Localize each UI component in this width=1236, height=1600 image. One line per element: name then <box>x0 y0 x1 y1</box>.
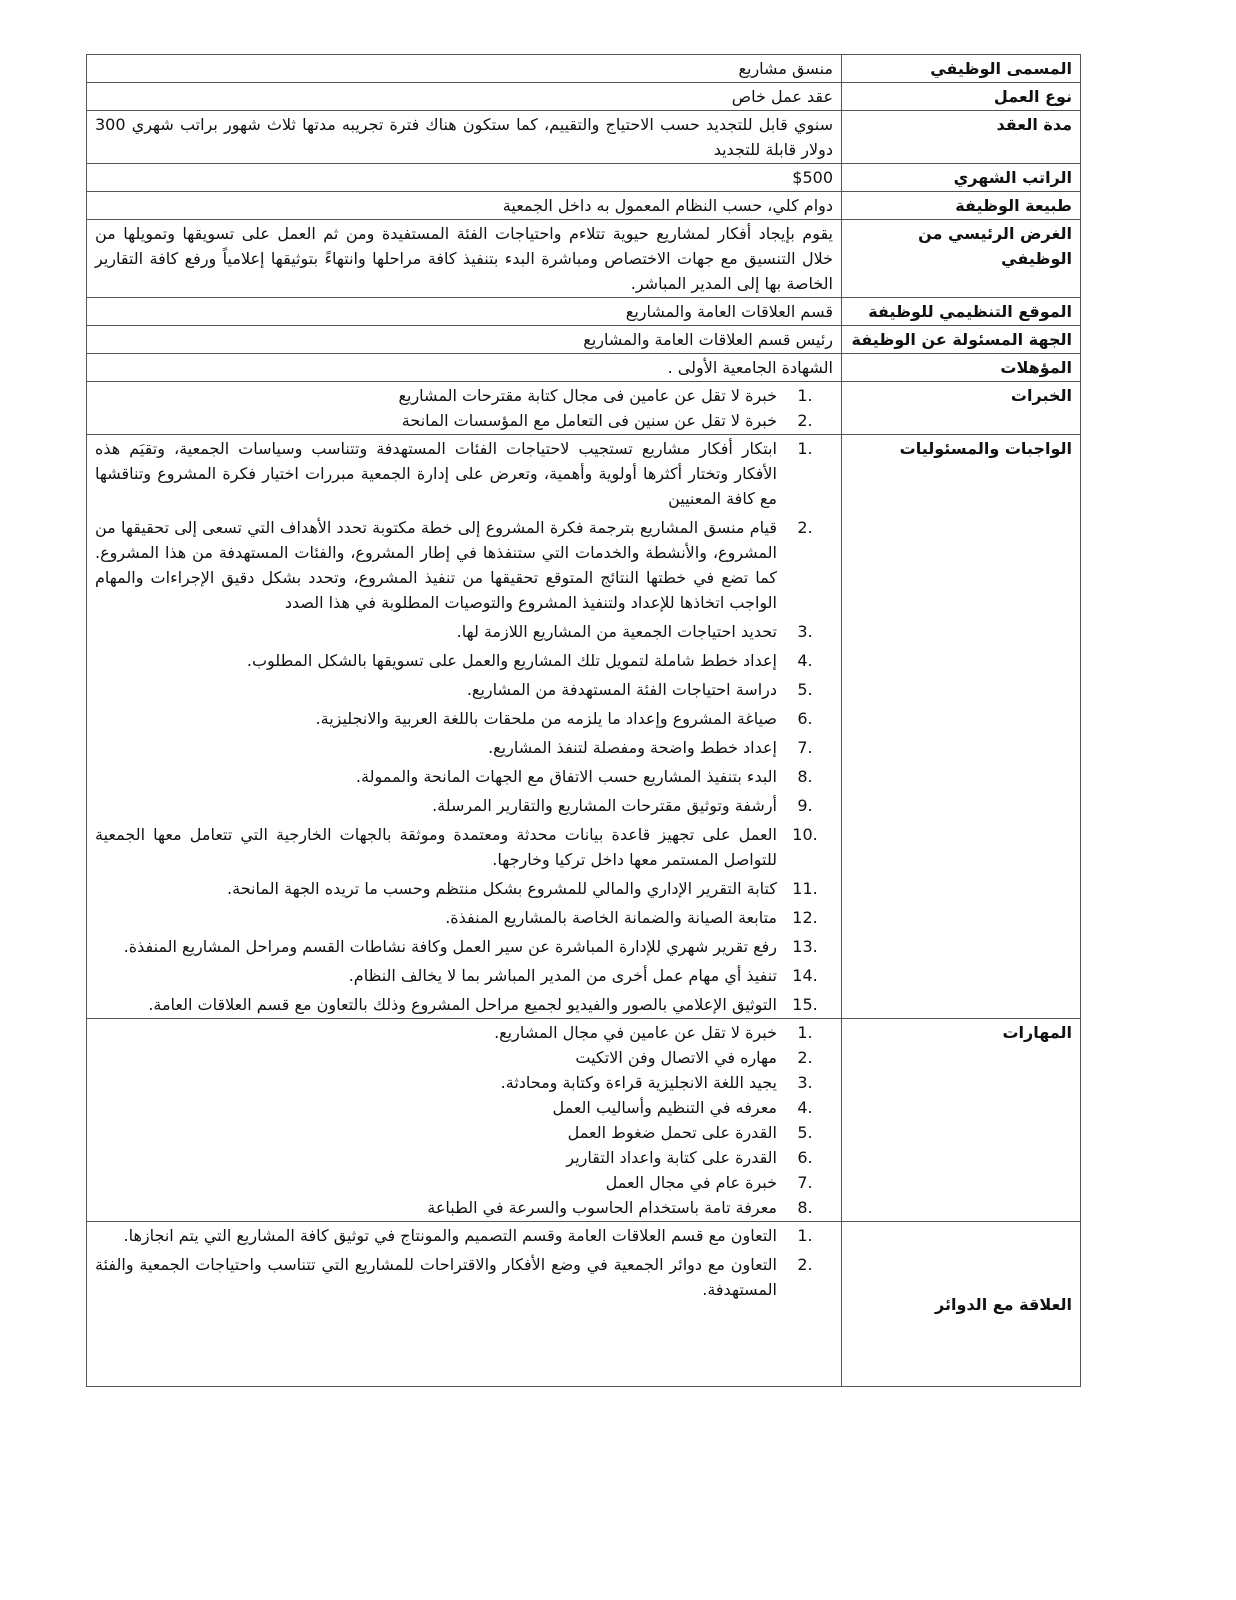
list-item <box>95 934 833 959</box>
list-item <box>95 408 833 433</box>
item-number: 5. <box>797 680 813 699</box>
row-experience <box>87 382 1081 435</box>
list-item <box>95 436 833 511</box>
item-number: 2. <box>797 411 813 430</box>
item-number: 1. <box>797 1226 813 1245</box>
experience-list <box>95 383 833 433</box>
item-text: دراسة احتياجات الفئة المستهدفة من المشاريع. <box>466 680 777 699</box>
list-item <box>95 992 833 1017</box>
salary-label: الراتب الشهري <box>842 164 1081 192</box>
item-text: ابتكار أفكار مشاريع تستجيب لاحتياجات الفئات المستهدفة وتتناسب وسياسات الجمعية، وتقيَم هذه الأفكار وتختار أكثرها أولوية وأهمية، وتعرض على إدارة الجمعية مبررات اختيار فكرة المشروع وتناقشها مع كافة المعنيين <box>95 439 777 508</box>
row-salary <box>87 164 1081 192</box>
item-number: 9. <box>797 796 813 815</box>
list-item <box>95 905 833 930</box>
item-number: 15. <box>792 995 818 1014</box>
duties-list-cell <box>87 435 842 1019</box>
item-text: كتابة التقرير الإداري والمالي للمشروع بشكل منتظم وحسب ما تريده الجهة المانحة. <box>227 879 777 898</box>
row-job-nature <box>87 192 1081 220</box>
relations-label: العلاقة مع الدوائر <box>842 1222 1081 1387</box>
work-type-label: نوع العمل <box>842 83 1081 111</box>
item-number: 8. <box>797 767 813 786</box>
item-text: التعاون مع دوائر الجمعية في وضع الأفكار والاقتراحات للمشاريع التي تتناسب واحتياجات الجمعية والفئة المستهدفة. <box>95 1255 777 1299</box>
skills-label: المهارات <box>842 1019 1081 1222</box>
item-number: 8. <box>797 1198 813 1217</box>
item-text: متابعة الصيانة والضمانة الخاصة بالمشاريع المنفذة. <box>445 908 777 927</box>
item-number: 3. <box>797 622 813 641</box>
list-item <box>95 876 833 901</box>
item-text: مهاره في الاتصال وفن الاتكيت <box>575 1048 777 1067</box>
item-number: 1. <box>797 386 813 405</box>
item-text: خبرة لا تقل عن عامين في مجال المشاريع. <box>494 1023 777 1042</box>
item-text: قيام منسق المشاريع بترجمة فكرة المشروع إلى خطة مكتوبة تحدد الأهداف التي تسعى إلى تحقيقها من المشروع، والأنشطة والخدمات التي ستنفذها في إطار المشروع، والفئات المستهدفة من هذا المشروع. كما تضع في خطتها النتائج المتوقع تحقيقها من تنفيذ المشروع، وتحدد بشكل دقيق الإجراءات والمهام الواجب اتخاذها للإعداد ولتنفيذ المشروع والتوصيات المطلوبة في هذا الصدد <box>95 518 777 612</box>
item-text: البدء بتنفيذ المشاريع حسب الاتفاق مع الجهات المانحة والممولة. <box>355 767 777 786</box>
experience-label: الخبرات <box>842 382 1081 435</box>
item-text: معرفة تامة باستخدام الحاسوب والسرعة في الطباعة <box>427 1198 777 1217</box>
relations-list-cell <box>87 1222 842 1387</box>
item-text: العمل على تجهيز قاعدة بيانات محدثة ومعتمدة وموثقة بالجهات الخارجية التي تتعامل معها الجمعية للتواصل المستمر معها داخل تركيا وخارجها. <box>95 825 777 869</box>
row-main-purpose <box>87 220 1081 298</box>
qualifications-value: الشهادة الجامعية الأولى . <box>87 354 842 382</box>
item-text: صياغة المشروع وإعداد ما يلزمه من ملحقات باللغة العربية والانجليزية. <box>315 709 777 728</box>
item-number: 6. <box>797 709 813 728</box>
item-text: رفع تقرير شهري للإدارة المباشرة عن سير العمل وكافة نشاطات القسم ومراحل المشاريع المنفذة. <box>123 937 777 956</box>
item-text: تنفيذ أي مهام عمل أخرى من المدير المباشر بما لا يخالف النظام. <box>348 966 777 985</box>
list-item <box>95 963 833 988</box>
item-number: 14. <box>792 966 818 985</box>
list-item <box>95 648 833 673</box>
row-responsible-party <box>87 326 1081 354</box>
list-item <box>95 735 833 760</box>
work-type-value: عقد عمل خاص <box>87 83 842 111</box>
list-item <box>95 1020 833 1045</box>
row-contract-duration <box>87 111 1081 164</box>
row-org-position <box>87 298 1081 326</box>
list-item <box>95 1120 833 1145</box>
item-text: يجيد اللغة الانجليزية قراءة وكتابة ومحادثة. <box>500 1073 777 1092</box>
list-item <box>95 1170 833 1195</box>
job-title-label: المسمى الوظيفي <box>842 55 1081 83</box>
skills-list <box>95 1020 833 1220</box>
item-text: التعاون مع قسم العلاقات العامة وقسم التصميم والمونتاج في توثيق كافة المشاريع التي يتم انجازها. <box>123 1226 777 1245</box>
responsible-party-value: رئيس قسم العلاقات العامة والمشاريع <box>87 326 842 354</box>
item-text: التوثيق الإعلامي بالصور والفيديو لجميع مراحل المشروع وذلك بالتعاون مع قسم العلاقات العامة. <box>148 995 777 1014</box>
list-item <box>95 764 833 789</box>
org-position-label: الموقع التنظيمي للوظيفة <box>842 298 1081 326</box>
item-number: 13. <box>792 937 818 956</box>
item-number: 5. <box>797 1123 813 1142</box>
item-text: معرفه في التنظيم وأساليب العمل <box>552 1098 777 1117</box>
duties-list <box>95 436 833 1017</box>
list-item <box>95 822 833 872</box>
item-text: خبرة لا تقل عن عامين فى مجال كتابة مقترحات المشاريع <box>398 386 777 405</box>
list-item <box>95 1195 833 1220</box>
org-position-value: قسم العلاقات العامة والمشاريع <box>87 298 842 326</box>
list-item <box>95 619 833 644</box>
experience-list-cell <box>87 382 842 435</box>
item-number: 7. <box>797 1173 813 1192</box>
item-number: 2. <box>797 1255 813 1274</box>
main-purpose-value: يقوم بإيجاد أفكار لمشاريع حيوية تتلاءم واحتياجات الفئة المستفيدة ومن ثم العمل على تسويقها وتمويلها من خلال التنسيق مع جهات الاختصاص ومباشرة البدء بتنفيذ كافة مراحلها وانتهاءً بتوثيقها إعلامياً ورفع كافة التقارير الخاصة بها إلى المدير المباشر. <box>87 220 842 298</box>
item-text: تحديد احتياجات الجمعية من المشاريع اللازمة لها. <box>456 622 777 641</box>
job-nature-value: دوام كلي، حسب النظام المعمول به داخل الجمعية <box>87 192 842 220</box>
list-item <box>95 1045 833 1070</box>
item-number: 6. <box>797 1148 813 1167</box>
item-number: 7. <box>797 738 813 757</box>
row-job-title <box>87 55 1081 83</box>
list-item <box>95 1252 833 1302</box>
relations-list <box>95 1223 833 1302</box>
item-text: القدرة على تحمل ضغوط العمل <box>567 1123 777 1142</box>
item-text: خبرة لا تقل عن سنين فى التعامل مع المؤسسات المانحة <box>401 411 777 430</box>
item-number: 1. <box>797 1023 813 1042</box>
row-relations <box>87 1222 1081 1387</box>
list-item <box>95 1223 833 1248</box>
item-number: 4. <box>797 651 813 670</box>
list-item <box>95 383 833 408</box>
list-item <box>95 706 833 731</box>
item-text: القدرة على كتابة واعداد التقارير <box>566 1148 777 1167</box>
row-work-type <box>87 83 1081 111</box>
list-item <box>95 1145 833 1170</box>
skills-list-cell <box>87 1019 842 1222</box>
main-purpose-label: الغرض الرئيسي من الوظيفي <box>842 220 1081 298</box>
item-text: أرشفة وتوثيق مقترحات المشاريع والتقارير المرسلة. <box>432 796 777 815</box>
responsible-party-label: الجهة المسئولة عن الوظيفة <box>842 326 1081 354</box>
item-text: خبرة عام في مجال العمل <box>605 1173 777 1192</box>
row-skills <box>87 1019 1081 1222</box>
qualifications-label: المؤهلات <box>842 354 1081 382</box>
item-number: 11. <box>792 879 818 898</box>
job-description-sheet <box>86 54 1081 1387</box>
item-number: 4. <box>797 1098 813 1117</box>
list-item <box>95 1095 833 1120</box>
list-item <box>95 677 833 702</box>
item-number: 3. <box>797 1073 813 1092</box>
job-description-table <box>86 54 1081 1387</box>
job-title-value: منسق مشاريع <box>87 55 842 83</box>
duties-label: الواجبات والمسئوليات <box>842 435 1081 1019</box>
row-duties <box>87 435 1081 1019</box>
item-number: 2. <box>797 518 813 537</box>
list-item <box>95 515 833 615</box>
item-number: 1. <box>797 439 813 458</box>
contract-duration-label: مدة العقد <box>842 111 1081 164</box>
contract-duration-value: سنوي قابل للتجديد حسب الاحتياج والتقييم، كما ستكون هناك فترة تجريبه مدتها ثلاث شهور براتب شهري 300 دولار قابلة للتجديد <box>87 111 842 164</box>
job-nature-label: طبيعة الوظيفة <box>842 192 1081 220</box>
list-item <box>95 1070 833 1095</box>
item-number: 12. <box>792 908 818 927</box>
row-qualifications <box>87 354 1081 382</box>
list-item <box>95 793 833 818</box>
salary-value: $500 <box>87 164 842 192</box>
item-number: 2. <box>797 1048 813 1067</box>
item-number: 10. <box>792 825 818 844</box>
item-text: إعداد خطط واضحة ومفصلة لتنفذ المشاريع. <box>488 738 777 757</box>
item-text: إعداد خطط شاملة لتمويل تلك المشاريع والعمل على تسويقها بالشكل المطلوب. <box>246 651 777 670</box>
